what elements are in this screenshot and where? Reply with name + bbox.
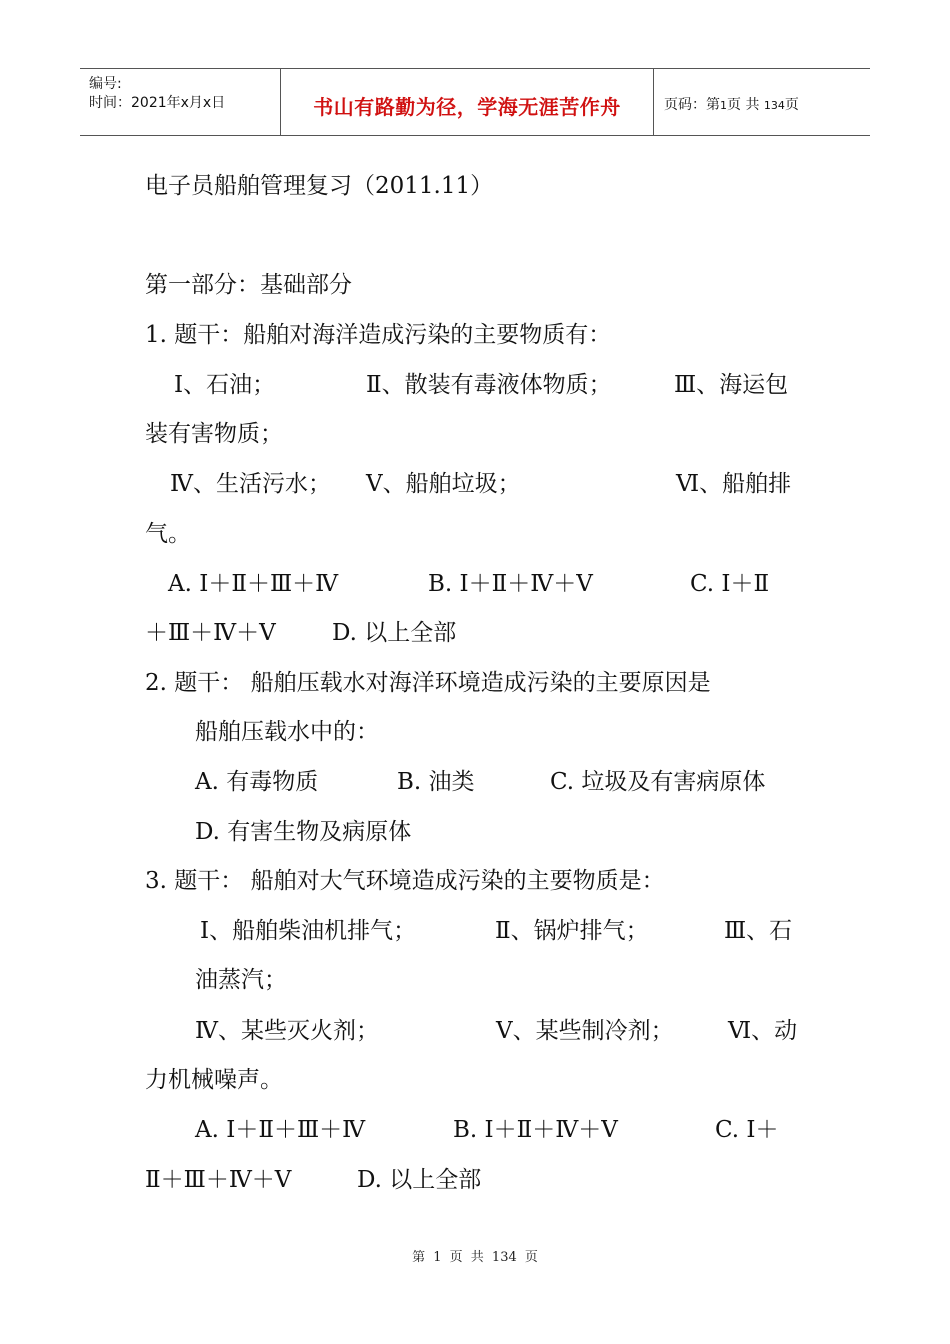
section-heading: 第一部分：基础部分 (145, 272, 352, 298)
q1-option-b: B. Ⅰ＋Ⅱ＋Ⅳ＋Ⅴ (428, 571, 593, 597)
page-prefix: 页码：第 (664, 97, 720, 113)
document-number-label: 编号: (89, 76, 122, 92)
q1-option-c: C. Ⅰ＋Ⅱ (690, 571, 770, 597)
q2-option-a: A. 有毒物质 (195, 769, 319, 795)
q3-option-b: B. Ⅰ＋Ⅱ＋Ⅳ＋Ⅴ (453, 1117, 618, 1143)
q3-item-5: Ⅴ、某些制冷剂； (496, 1018, 674, 1044)
q1-item-1: Ⅰ、石油； (174, 372, 276, 398)
question-3-stem: 3. 题干： 船舶对大气环境造成污染的主要物质是： (145, 868, 665, 894)
page-current: 1 (720, 99, 727, 112)
q1-item-2: Ⅱ、散装有毒液体物质； (366, 372, 612, 398)
q1-item-3: Ⅲ、海运包 (674, 372, 789, 398)
question-1-stem: 1. 题干：船舶对海洋造成污染的主要物质有： (145, 322, 612, 348)
header-motto-cell (281, 69, 654, 135)
header-page-cell (654, 69, 870, 135)
page-suffix: 页 (784, 97, 799, 113)
q2-option-c: C. 垃圾及有害病原体 (550, 769, 766, 795)
q1-item-6-cont: 气。 (145, 521, 191, 547)
page-footer: 第 1 页 共 134 页 (412, 1250, 538, 1265)
q3-option-d: D. 以上全部 (357, 1167, 482, 1193)
q1-option-a: A. Ⅰ＋Ⅱ＋Ⅲ＋Ⅳ (168, 571, 339, 597)
q1-option-c-cont: ＋Ⅲ＋Ⅳ＋Ⅴ (145, 620, 276, 646)
q3-option-c: C. Ⅰ＋ (715, 1117, 779, 1143)
page-mid: 页 共 (727, 97, 760, 113)
q2-option-b: B. 油类 (397, 769, 475, 795)
q1-item-5: Ⅴ、船舶垃圾； (366, 471, 521, 497)
q1-item-3-cont: 装有害物质； (145, 421, 283, 447)
q3-item-6: Ⅵ、动 (728, 1018, 798, 1044)
q3-item-2: Ⅱ、锅炉排气； (495, 918, 649, 944)
q3-option-c-cont: Ⅱ＋Ⅲ＋Ⅳ＋Ⅴ (145, 1167, 292, 1193)
q1-item-6: Ⅵ、船舶排 (676, 471, 792, 497)
q3-item-3: Ⅲ、石 (724, 918, 793, 944)
header-page-number (664, 94, 799, 114)
q3-item-6-cont: 力机械噪声。 (145, 1067, 283, 1093)
q1-option-d: D. 以上全部 (332, 620, 457, 646)
q2-option-d: D. 有害生物及病原体 (195, 819, 412, 845)
page-header (80, 68, 870, 136)
question-2-stem: 2. 题干： 船舶压载水对海洋环境造成污染的主要原因是 (145, 670, 711, 696)
q1-item-4: Ⅳ、生活污水； (170, 471, 331, 497)
header-motto: 书山有路勤为径，学海无涯苦作舟 (313, 95, 621, 119)
document-time-label: 时间：2021年x月x日 (89, 95, 226, 111)
q3-option-a: A. Ⅰ＋Ⅱ＋Ⅲ＋Ⅳ (195, 1117, 366, 1143)
header-info-cell (80, 69, 281, 135)
q3-item-1: Ⅰ、船舶柴油机排气； (200, 918, 417, 944)
document-title: 电子员船舶管理复习（2011.11） (145, 173, 494, 199)
question-2-stem-cont: 船舶压载水中的： (195, 719, 379, 745)
q3-item-4: Ⅳ、某些灭火剂； (195, 1018, 379, 1044)
page-total: 134 (763, 99, 785, 112)
q3-item-3-cont: 油蒸汽； (195, 967, 287, 993)
